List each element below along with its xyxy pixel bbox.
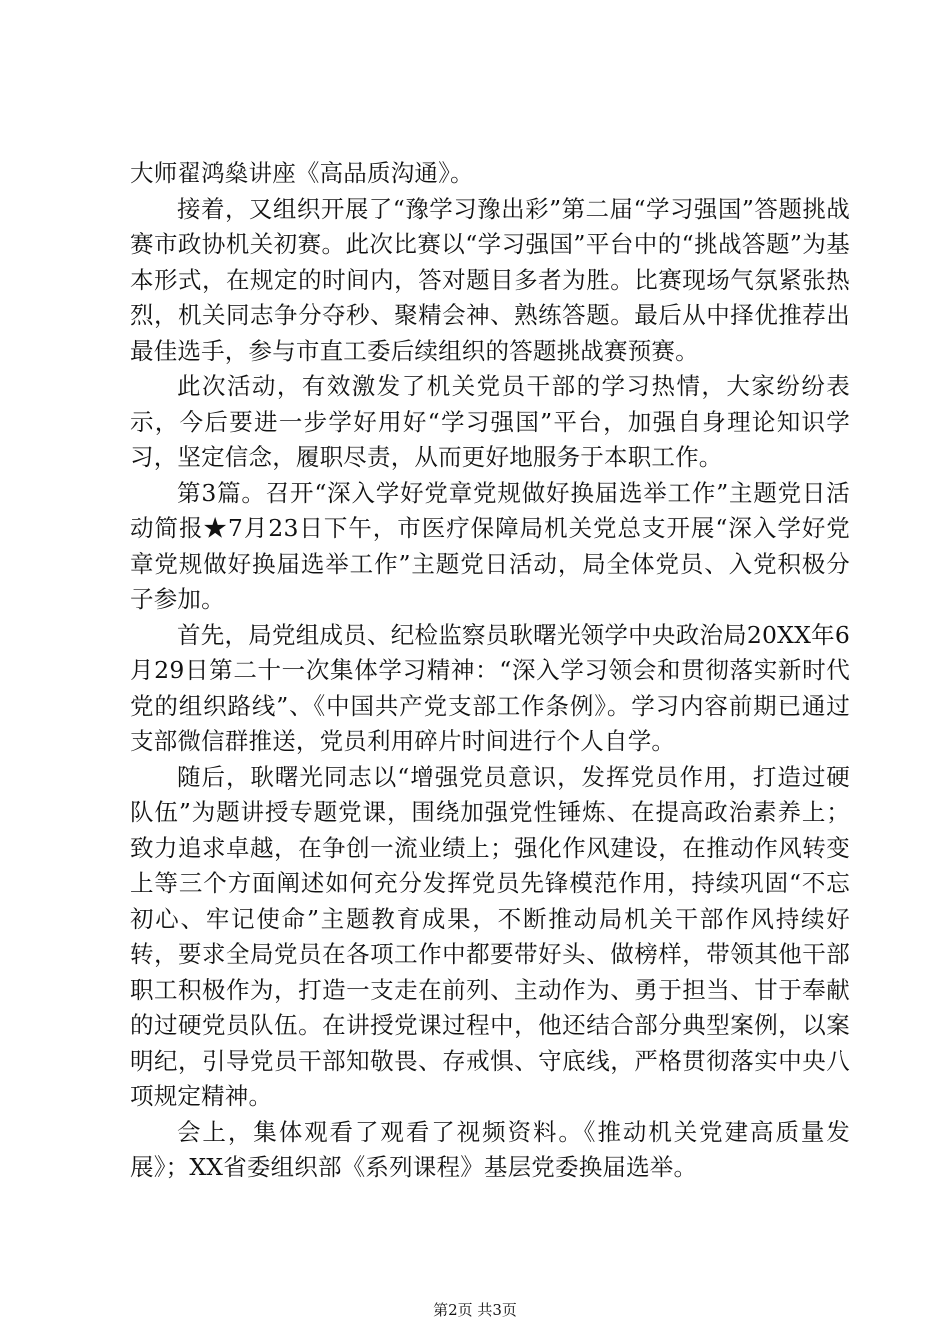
paragraph-2: 接着，又组织开展了“豫学习豫出彩”第二届“学习强国”答题挑战赛市政协机关初赛。此次比赛以“学习强国”平台中的“挑战答题”为基本形式，在规定的时间内，答对题目多者为胜。比赛现场气氛紧张热烈，机关同志争分夺秒、聚精会神、熟练答题。最后从中择优推荐出最佳选手，参与市直工委后续组织的答题挑战赛预赛。 (130, 194, 850, 365)
page-footer (0, 1300, 950, 1320)
paragraph-5: 首先，局党组成员、纪检监察员耿曙光领学中央政治局20XX年6月29日第二十一次集体学习精神：“深入学习领会和贯彻落实新时代党的组织路线”、《中国共产党支部工作条例》。学习内容前期已通过支部微信群推送，党员利用碎片时间进行个人自学。 (130, 620, 850, 755)
paragraph-1: 大师翟鸿燊讲座《高品质沟通》。 (130, 159, 474, 187)
paragraph-3: 此次活动，有效激发了机关党员干部的学习热情，大家纷纷表示，今后要进一步学好用好“学习强国”平台，加强自身理论知识学习，坚定信念，履职尽责，从而更好地服务于本职工作。 (130, 372, 850, 471)
paragraph-7: 会上，集体观看了观看了视频资料。《推动机关党建高质量发展》；XX省委组织部《系列课程》基层党委换届选举。 (130, 1117, 850, 1181)
document-body (130, 156, 850, 1186)
paragraph-6: 随后，耿曙光同志以“增强党员意识，发挥党员作用，打造过硬队伍”为题讲授专题党课，围绕加强党性锤炼、在提高政治素养上；致力追求卓越，在争创一流业绩上；强化作风建设，在推动作风转变上等三个方面阐述如何充分发挥党员先锋模范作用，持续巩固“不忘初心、牢记使命”主题教育成果，不断推动局机关干部作风持续好转，要求全局党员在各项工作中都要带好头、做榜样，带领其他干部职工积极作为，打造一支走在前列、主动作为、勇于担当、甘于奉献的过硬党员队伍。在讲授党课过程中，他还结合部分典型案例，以案明纪，引导党员干部知敬畏、存戒惧、守底线，严格贯彻落实中央八项规定精神。 (130, 762, 850, 1110)
page-number-label: 第2页 共3页 (433, 1301, 517, 1319)
paragraph-4: 第3篇。召开“深入学好党章党规做好换届选举工作”主题党日活动简报★7月23日下午，市医疗保障局机关党总支开展“深入学好党章党规做好换届选举工作”主题党日活动，局全体党员、入党积极分子参加。 (130, 478, 850, 613)
